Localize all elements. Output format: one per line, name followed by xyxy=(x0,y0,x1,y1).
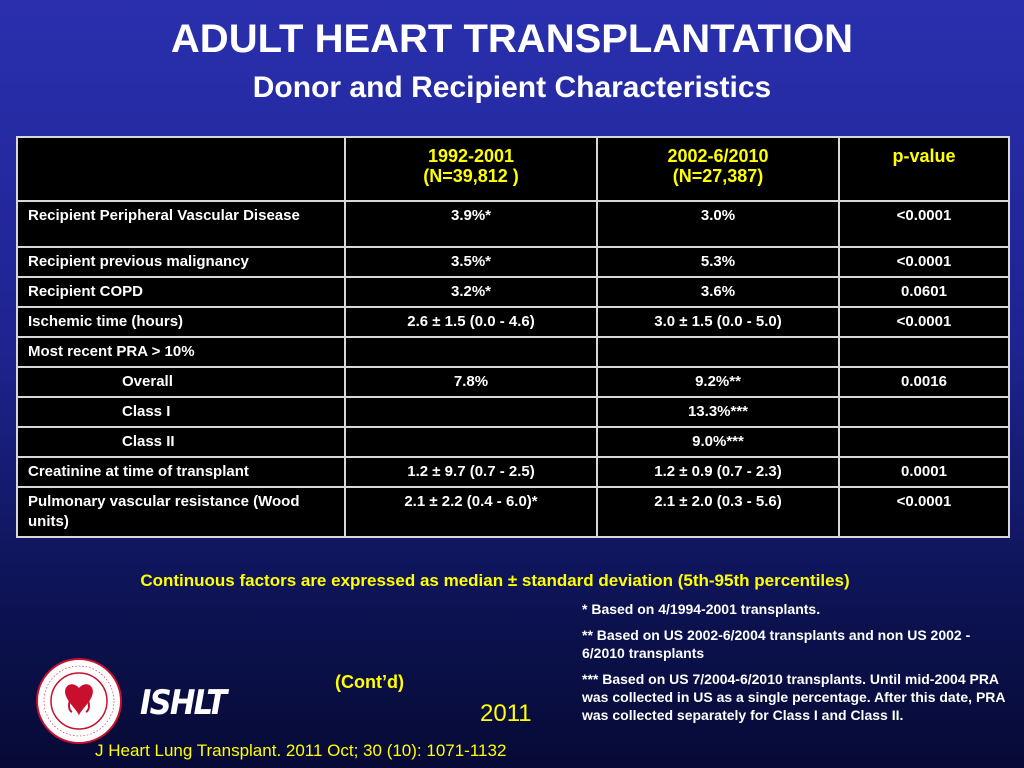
header-pvalue: p-value xyxy=(839,137,1009,201)
cell-pvalue: 0.0001 xyxy=(839,457,1009,487)
cell-era1 xyxy=(345,397,597,427)
cell-pvalue: <0.0001 xyxy=(839,487,1009,537)
statistics-note: Continuous factors are expressed as median ± standard deviation (5th-95th percentiles) xyxy=(140,571,850,590)
cell-era1: 3.5%* xyxy=(345,247,597,277)
table-row xyxy=(17,201,1009,247)
footnotes xyxy=(582,600,1014,732)
cell-pvalue: 0.0601 xyxy=(839,277,1009,307)
table-row xyxy=(17,337,1009,367)
table-row xyxy=(17,427,1009,457)
cell-pvalue: <0.0001 xyxy=(839,307,1009,337)
row-label: Recipient COPD xyxy=(17,277,345,307)
cell-era1: 1.2 ± 9.7 (0.7 - 2.5) xyxy=(345,457,597,487)
table-row xyxy=(17,307,1009,337)
cell-era2: 13.3%*** xyxy=(597,397,839,427)
cell-era2: 3.6% xyxy=(597,277,839,307)
table-row xyxy=(17,247,1009,277)
ishlt-wordmark: ISHLT xyxy=(140,683,226,723)
cell-pvalue xyxy=(839,397,1009,427)
footnote: ** Based on US 2002-6/2004 transplants and non US 2002 - 6/2010 transplants xyxy=(582,627,971,661)
row-label: Creatinine at time of transplant xyxy=(17,457,345,487)
footnote: * Based on 4/1994-2001 transplants. xyxy=(582,601,821,617)
header-blank-cell xyxy=(17,137,345,201)
cell-pvalue xyxy=(839,427,1009,457)
page-subtitle: Donor and Recipient Characteristics xyxy=(252,71,772,104)
cell-era2: 9.2%** xyxy=(597,367,839,397)
page-title: ADULT HEART TRANSPLANTATION xyxy=(170,17,854,61)
cell-era1: 2.6 ± 1.5 (0.0 - 4.6) xyxy=(345,307,597,337)
row-label: Most recent PRA > 10% xyxy=(17,337,345,367)
cell-era1: 3.9%* xyxy=(345,201,597,247)
cell-era1: 2.1 ± 2.2 (0.4 - 6.0)* xyxy=(345,487,597,537)
table-row xyxy=(17,277,1009,307)
cell-era2: 3.0 ± 1.5 (0.0 - 5.0) xyxy=(597,307,839,337)
cell-era2: 2.1 ± 2.0 (0.3 - 5.6) xyxy=(597,487,839,537)
cell-era1 xyxy=(345,427,597,457)
cell-era2: 1.2 ± 0.9 (0.7 - 2.3) xyxy=(597,457,839,487)
row-label: Ischemic time (hours) xyxy=(17,307,345,337)
cell-era2: 3.0% xyxy=(597,201,839,247)
cell-era2: 9.0%*** xyxy=(597,427,839,457)
header-era1: 1992-2001 (N=39,812 ) xyxy=(345,137,597,201)
row-label: Recipient Peripheral Vascular Disease xyxy=(17,201,345,247)
cell-era1: 7.8% xyxy=(345,367,597,397)
cell-era2: 5.3% xyxy=(597,247,839,277)
citation: J Heart Lung Transplant. 2011 Oct; 30 (10): 1071-1132 xyxy=(95,741,507,760)
table-row xyxy=(17,457,1009,487)
table-row xyxy=(17,367,1009,397)
table-header-row xyxy=(17,137,1009,201)
cell-pvalue: <0.0001 xyxy=(839,247,1009,277)
cell-era2 xyxy=(597,337,839,367)
report-year: 2011 xyxy=(480,700,532,727)
row-label: Pulmonary vascular resistance (Wood units) xyxy=(17,487,345,537)
row-label: Overall xyxy=(17,367,345,397)
cell-pvalue: 0.0016 xyxy=(839,367,1009,397)
footnote: *** Based on US 7/2004-6/2010 transplants. Until mid-2004 PRA was collected in US as a single percentage. After this date, PRA was collected separately for Class I and Class II. xyxy=(582,671,1005,723)
cell-pvalue xyxy=(839,337,1009,367)
cell-pvalue: <0.0001 xyxy=(839,201,1009,247)
cell-era1 xyxy=(345,337,597,367)
table-row xyxy=(17,397,1009,427)
row-label: Class I xyxy=(17,397,345,427)
ishlt-seal-logo xyxy=(36,658,122,744)
cell-era1: 3.2%* xyxy=(345,277,597,307)
row-label: Class II xyxy=(17,427,345,457)
row-label: Recipient previous malignancy xyxy=(17,247,345,277)
table-row xyxy=(17,487,1009,537)
characteristics-table xyxy=(16,136,1010,538)
header-era2: 2002-6/2010 (N=27,387) xyxy=(597,137,839,201)
continued-label: (Cont’d) xyxy=(335,672,404,692)
